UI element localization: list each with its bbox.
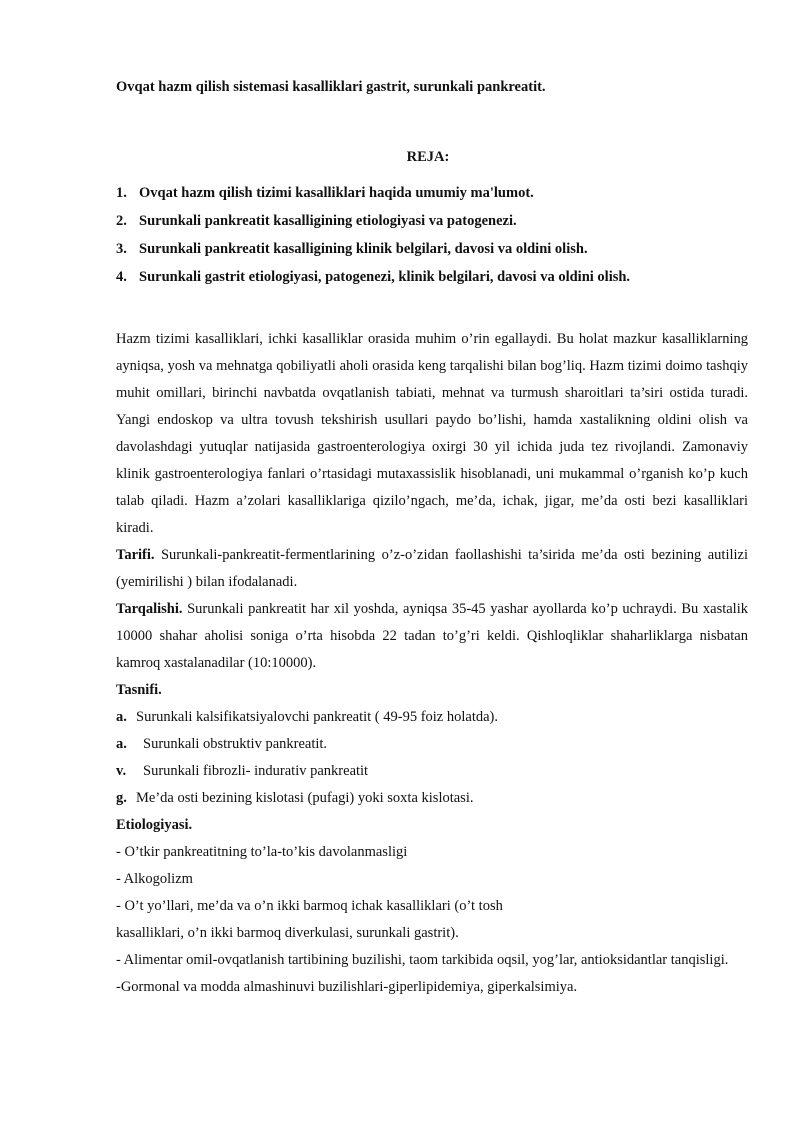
plan-item-number: 2. bbox=[116, 213, 127, 229]
plan-item bbox=[116, 208, 630, 236]
plan-heading: REJA: bbox=[406, 149, 450, 165]
classification-item bbox=[116, 758, 748, 785]
document-body bbox=[116, 326, 748, 1001]
classification-text: Me’da osti bezining kislotasi (pufagi) yoki soxta kislotasi. bbox=[136, 790, 474, 806]
plan-item bbox=[116, 236, 630, 264]
prevalence-text: Surunkali pankreatit har xil yoshda, ayniqsa 35-45 yashar ayollarda ko’p uchraydi. Bu xastalik 10000 shahar aholisi soniga o’rta hisobda 22 tadan to’g’ri keldi. Qishloqliklar shaharliklarga nisbatan kamroq xastalanadilar (10:10000). bbox=[116, 601, 748, 671]
plan-item-text: Surunkali pankreatit kasalligining klinik belgilari, davosi va oldini olish. bbox=[139, 241, 588, 257]
classification-text: Surunkali obstruktiv pankreatit. bbox=[143, 736, 328, 752]
document-title: Ovqat hazm qilish sistemasi kasalliklari gastrit, surunkali pankreatit. bbox=[116, 79, 546, 95]
classification-item bbox=[116, 785, 748, 812]
etiology-item: - Alimentar omil-ovqatlanish tartibining buzilishi, taom tarkibida oqsil, yog’lar, antioksidantlar tanqisligi. bbox=[116, 952, 729, 968]
plan-list bbox=[116, 180, 630, 292]
classification-text: Surunkali fibrozli- indurativ pankreatit bbox=[143, 763, 369, 779]
etiology-item: kasalliklari, o’n ikki barmoq diverkulasi, surunkali gastrit). bbox=[116, 925, 459, 941]
classification-mark: v. bbox=[116, 763, 127, 779]
classification-item bbox=[116, 704, 748, 731]
plan-item-text: Surunkali pankreatit kasalligining etiologiyasi va patogenezi. bbox=[139, 213, 517, 229]
plan-item-text: Surunkali gastrit etiologiyasi, patogenezi, klinik belgilari, davosi va oldini olish. bbox=[139, 269, 631, 285]
etiology-item: -Gormonal va modda almashinuvi buzilishlari-giperlipidemiya, giperkalsimiya. bbox=[116, 979, 578, 995]
etiology-item: - O’t yo’llari, me’da va o’n ikki barmoq ichak kasalliklari (o’t tosh bbox=[116, 898, 503, 914]
etiology-item: - O’tkir pankreatitning to’la-to’kis davolanmasligi bbox=[116, 844, 408, 860]
classification-text: Surunkali kalsifikatsiyalovchi pankreatit ( 49-95 foiz holatda). bbox=[136, 709, 498, 725]
etiology-item: - Alkogolizm bbox=[116, 871, 193, 887]
definition-label: Tarifi. bbox=[116, 547, 155, 563]
definition-paragraph bbox=[116, 542, 748, 596]
classification-mark: g. bbox=[116, 790, 127, 806]
classification-heading: Tasnifi. bbox=[116, 682, 162, 698]
classification-item bbox=[116, 731, 748, 758]
plan-item bbox=[116, 180, 630, 208]
plan-item-text: Ovqat hazm qilish tizimi kasalliklari haqida umumiy ma'lumot. bbox=[139, 185, 534, 201]
definition-text: Surunkali-pankreatit-fermentlarining o’z-o’zidan faollashishi ta’sirida me’da osti bezining autilizi (yemirilishi ) bilan ifodalanadi. bbox=[116, 547, 748, 590]
prevalence-label: Tarqalishi. bbox=[116, 601, 183, 617]
classification-mark: a. bbox=[116, 736, 127, 752]
plan-item-number: 4. bbox=[116, 269, 127, 285]
etiology-heading: Etiologiyasi. bbox=[116, 817, 193, 833]
plan-item bbox=[116, 264, 630, 292]
classification-mark: a. bbox=[116, 709, 127, 725]
prevalence-paragraph bbox=[116, 596, 748, 677]
intro-paragraph: Hazm tizimi kasalliklari, ichki kasalliklar orasida muhim o’rin egallaydi. Bu holat mazkur kasalliklarning ayniqsa, yosh va mehnatga qobiliyatli aholi orasida keng tarqalishi bilan bog’liq. Hazm tizimi doimo tashqiy muhit omillari, birinchi navbatda ovqatlanish tabiati, mehnat va turmush sharoitlari ta’siri ostida turadi. Yangi endoskop va ultra tovush tekshirish usullari paydo bo’lishi, hamda xastalikning oldini olish va davolashdagi yutuqlar natijasida gastroenterologiya oxirgi 30 yil ichida juda tez rivojlandi. Zamonaviy klinik gastroenterologiya fanlari o’rtasidagi mutaxassislik hisoblanadi, uni mukammal o’rganish ko’p kuch talab qiladi. Hazm a’zolari kasalliklariga qizilo’ngach, me’da, ichak, jigar, me’da osti bezi kasalliklari kiradi. bbox=[116, 331, 748, 536]
plan-item-number: 1. bbox=[116, 185, 127, 201]
plan-item-number: 3. bbox=[116, 241, 127, 257]
